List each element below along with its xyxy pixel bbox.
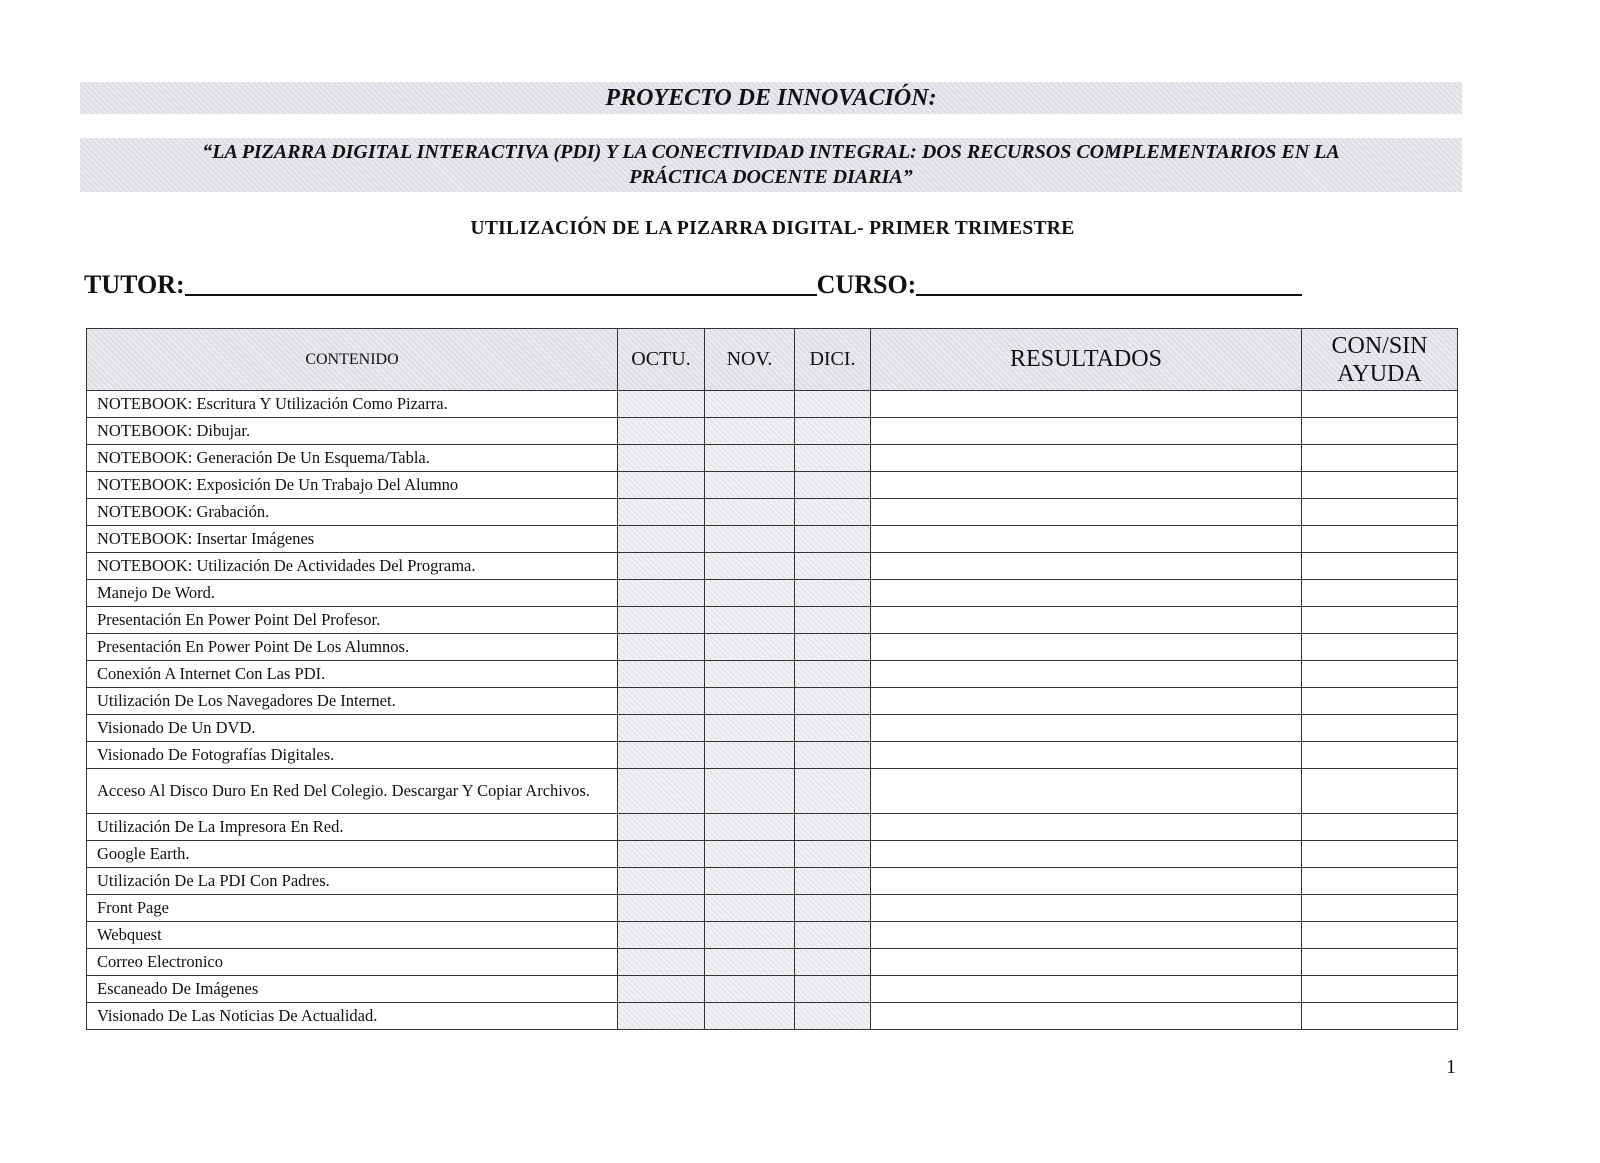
row-content-label: Utilización De La PDI Con Padres. xyxy=(87,868,618,895)
table-row xyxy=(87,841,1458,868)
cell-october[interactable] xyxy=(618,976,705,1003)
cell-october[interactable] xyxy=(618,526,705,553)
header-help-line-1: CON/SIN xyxy=(1331,332,1428,359)
usage-table xyxy=(86,328,1458,1030)
cell-december[interactable] xyxy=(795,922,871,949)
table-row xyxy=(87,1003,1458,1030)
row-content-label: Visionado De Las Noticias De Actualidad. xyxy=(87,1003,618,1030)
cell-november[interactable] xyxy=(705,607,795,634)
cell-december[interactable] xyxy=(795,634,871,661)
cell-help[interactable] xyxy=(1302,472,1458,499)
header-content: CONTENIDO xyxy=(87,329,618,391)
cell-help[interactable] xyxy=(1302,580,1458,607)
table-row xyxy=(87,742,1458,769)
cell-results[interactable] xyxy=(871,814,1302,841)
table-row xyxy=(87,472,1458,499)
header-help-line-2: AYUDA xyxy=(1337,360,1422,387)
cell-results[interactable] xyxy=(871,976,1302,1003)
cell-help[interactable] xyxy=(1302,922,1458,949)
cell-results[interactable] xyxy=(871,607,1302,634)
cell-october[interactable] xyxy=(618,895,705,922)
cell-december[interactable] xyxy=(795,472,871,499)
cell-november[interactable] xyxy=(705,715,795,742)
header-results: RESULTADOS xyxy=(871,329,1302,391)
cell-october[interactable] xyxy=(618,922,705,949)
tutor-curso-line xyxy=(84,270,1302,300)
cell-october[interactable] xyxy=(618,1003,705,1030)
table-row xyxy=(87,418,1458,445)
project-subtitle-line-2: PRÁCTICA DOCENTE DIARIA” xyxy=(629,166,913,188)
cell-november[interactable] xyxy=(705,472,795,499)
cell-help[interactable] xyxy=(1302,868,1458,895)
table-row xyxy=(87,445,1458,472)
row-content-label: Utilización De Los Navegadores De Internet. xyxy=(87,688,618,715)
row-content-label: NOTEBOOK: Generación De Un Esquema/Tabla. xyxy=(87,445,618,472)
table-row xyxy=(87,526,1458,553)
cell-november[interactable] xyxy=(705,868,795,895)
project-subtitle-band xyxy=(80,138,1462,192)
cell-results[interactable] xyxy=(871,769,1302,814)
cell-october[interactable] xyxy=(618,607,705,634)
table-row xyxy=(87,922,1458,949)
cell-november[interactable] xyxy=(705,580,795,607)
cell-results[interactable] xyxy=(871,1003,1302,1030)
cell-october[interactable] xyxy=(618,814,705,841)
cell-results[interactable] xyxy=(871,580,1302,607)
cell-november[interactable] xyxy=(705,1003,795,1030)
table-row xyxy=(87,634,1458,661)
cell-help[interactable] xyxy=(1302,715,1458,742)
cell-december[interactable] xyxy=(795,895,871,922)
cell-november[interactable] xyxy=(705,814,795,841)
cell-help[interactable] xyxy=(1302,1003,1458,1030)
table-row xyxy=(87,715,1458,742)
cell-results[interactable] xyxy=(871,526,1302,553)
curso-label: CURSO: xyxy=(816,270,917,299)
table-body xyxy=(87,391,1458,1030)
table-row xyxy=(87,976,1458,1003)
cell-results[interactable] xyxy=(871,391,1302,418)
cell-results[interactable] xyxy=(871,661,1302,688)
cell-results[interactable] xyxy=(871,949,1302,976)
cell-november[interactable] xyxy=(705,976,795,1003)
header-december: DICI. xyxy=(795,329,871,391)
cell-results[interactable] xyxy=(871,472,1302,499)
cell-october[interactable] xyxy=(618,688,705,715)
row-content-label: Presentación En Power Point De Los Alumnos. xyxy=(87,634,618,661)
cell-october[interactable] xyxy=(618,391,705,418)
cell-results[interactable] xyxy=(871,922,1302,949)
cell-december[interactable] xyxy=(795,814,871,841)
cell-help[interactable] xyxy=(1302,553,1458,580)
cell-november[interactable] xyxy=(705,391,795,418)
row-content-label: Escaneado De Imágenes xyxy=(87,976,618,1003)
project-title: PROYECTO DE INNOVACIÓN: xyxy=(605,85,937,111)
cell-results[interactable] xyxy=(871,418,1302,445)
table-row xyxy=(87,688,1458,715)
cell-october[interactable] xyxy=(618,634,705,661)
cell-october[interactable] xyxy=(618,418,705,445)
row-content-label: NOTEBOOK: Insertar Imágenes xyxy=(87,526,618,553)
cell-help[interactable] xyxy=(1302,661,1458,688)
cell-december[interactable] xyxy=(795,526,871,553)
cell-help[interactable] xyxy=(1302,418,1458,445)
cell-results[interactable] xyxy=(871,499,1302,526)
cell-december[interactable] xyxy=(795,976,871,1003)
project-subtitle-line-1: “LA PIZARRA DIGITAL INTERACTIVA (PDI) Y LA CONECTIVIDAD INTEGRAL: DOS RECURSOS COMPLEMENTARIOS EN LA xyxy=(202,141,1340,163)
cell-october[interactable] xyxy=(618,499,705,526)
row-content-label: NOTEBOOK: Utilización De Actividades Del Programa. xyxy=(87,553,618,580)
curso-field[interactable] xyxy=(916,294,1302,296)
cell-november[interactable] xyxy=(705,895,795,922)
cell-november[interactable] xyxy=(705,499,795,526)
cell-october[interactable] xyxy=(618,661,705,688)
cell-december[interactable] xyxy=(795,715,871,742)
section-title: UTILIZACIÓN DE LA PIZARRA DIGITAL- PRIMER TRIMESTRE xyxy=(470,218,1075,239)
cell-november[interactable] xyxy=(705,841,795,868)
table-row xyxy=(87,607,1458,634)
cell-december[interactable] xyxy=(795,769,871,814)
table-row xyxy=(87,661,1458,688)
row-content-label: Manejo De Word. xyxy=(87,580,618,607)
cell-october[interactable] xyxy=(618,715,705,742)
cell-december[interactable] xyxy=(795,868,871,895)
table-row xyxy=(87,499,1458,526)
cell-december[interactable] xyxy=(795,742,871,769)
project-title-band xyxy=(80,82,1462,114)
table-row xyxy=(87,949,1458,976)
cell-december[interactable] xyxy=(795,841,871,868)
cell-november[interactable] xyxy=(705,769,795,814)
cell-december[interactable] xyxy=(795,499,871,526)
cell-results[interactable] xyxy=(871,841,1302,868)
tutor-field[interactable] xyxy=(185,294,817,296)
cell-results[interactable] xyxy=(871,445,1302,472)
cell-help[interactable] xyxy=(1302,688,1458,715)
cell-october[interactable] xyxy=(618,868,705,895)
cell-results[interactable] xyxy=(871,553,1302,580)
cell-november[interactable] xyxy=(705,688,795,715)
cell-december[interactable] xyxy=(795,1003,871,1030)
cell-december[interactable] xyxy=(795,580,871,607)
row-content-label: Visionado De Fotografías Digitales. xyxy=(87,742,618,769)
cell-help[interactable] xyxy=(1302,391,1458,418)
cell-december[interactable] xyxy=(795,607,871,634)
row-content-label: NOTEBOOK: Dibujar. xyxy=(87,418,618,445)
cell-october[interactable] xyxy=(618,445,705,472)
table-row xyxy=(87,580,1458,607)
cell-october[interactable] xyxy=(618,841,705,868)
cell-october[interactable] xyxy=(618,472,705,499)
cell-results[interactable] xyxy=(871,634,1302,661)
cell-help[interactable] xyxy=(1302,841,1458,868)
row-content-label: NOTEBOOK: Grabación. xyxy=(87,499,618,526)
cell-october[interactable] xyxy=(618,553,705,580)
row-content-label: NOTEBOOK: Exposición De Un Trabajo Del Alumno xyxy=(87,472,618,499)
cell-november[interactable] xyxy=(705,418,795,445)
cell-december[interactable] xyxy=(795,445,871,472)
row-content-label: Google Earth. xyxy=(87,841,618,868)
cell-november[interactable] xyxy=(705,553,795,580)
table-row xyxy=(87,814,1458,841)
cell-results[interactable] xyxy=(871,868,1302,895)
row-content-label: Visionado De Un DVD. xyxy=(87,715,618,742)
cell-november[interactable] xyxy=(705,526,795,553)
row-content-label: Acceso Al Disco Duro En Red Del Colegio. Descargar Y Copiar Archivos. xyxy=(87,769,618,814)
cell-help[interactable] xyxy=(1302,895,1458,922)
cell-november[interactable] xyxy=(705,661,795,688)
cell-november[interactable] xyxy=(705,445,795,472)
row-content-label: Front Page xyxy=(87,895,618,922)
row-content-label: Webquest xyxy=(87,922,618,949)
table-row xyxy=(87,895,1458,922)
row-content-label: Presentación En Power Point Del Profesor. xyxy=(87,607,618,634)
cell-october[interactable] xyxy=(618,742,705,769)
cell-help[interactable] xyxy=(1302,769,1458,814)
cell-help[interactable] xyxy=(1302,742,1458,769)
cell-november[interactable] xyxy=(705,634,795,661)
cell-october[interactable] xyxy=(618,769,705,814)
header-october: OCTU. xyxy=(618,329,705,391)
table-row xyxy=(87,553,1458,580)
cell-december[interactable] xyxy=(795,553,871,580)
cell-results[interactable] xyxy=(871,742,1302,769)
tutor-label: TUTOR: xyxy=(84,270,185,299)
row-content-label: Conexión A Internet Con Las PDI. xyxy=(87,661,618,688)
table-row xyxy=(87,769,1458,814)
cell-october[interactable] xyxy=(618,580,705,607)
cell-december[interactable] xyxy=(795,418,871,445)
header-november: NOV. xyxy=(705,329,795,391)
row-content-label: Utilización De La Impresora En Red. xyxy=(87,814,618,841)
cell-help[interactable] xyxy=(1302,949,1458,976)
cell-help[interactable] xyxy=(1302,526,1458,553)
cell-december[interactable] xyxy=(795,661,871,688)
table-row xyxy=(87,391,1458,418)
cell-help[interactable] xyxy=(1302,499,1458,526)
cell-results[interactable] xyxy=(871,715,1302,742)
cell-help[interactable] xyxy=(1302,976,1458,1003)
page-number: 1 xyxy=(1446,1056,1456,1078)
row-content-label: Correo Electronico xyxy=(87,949,618,976)
cell-help[interactable] xyxy=(1302,607,1458,634)
table-row xyxy=(87,868,1458,895)
cell-december[interactable] xyxy=(795,391,871,418)
cell-help[interactable] xyxy=(1302,445,1458,472)
table-header-row xyxy=(87,329,1458,391)
row-content-label: NOTEBOOK: Escritura Y Utilización Como Pizarra. xyxy=(87,391,618,418)
cell-november[interactable] xyxy=(705,949,795,976)
cell-help[interactable] xyxy=(1302,634,1458,661)
cell-results[interactable] xyxy=(871,895,1302,922)
cell-help[interactable] xyxy=(1302,814,1458,841)
cell-december[interactable] xyxy=(795,949,871,976)
cell-october[interactable] xyxy=(618,949,705,976)
header-help xyxy=(1302,329,1458,391)
cell-november[interactable] xyxy=(705,922,795,949)
cell-results[interactable] xyxy=(871,688,1302,715)
cell-december[interactable] xyxy=(795,688,871,715)
cell-november[interactable] xyxy=(705,742,795,769)
